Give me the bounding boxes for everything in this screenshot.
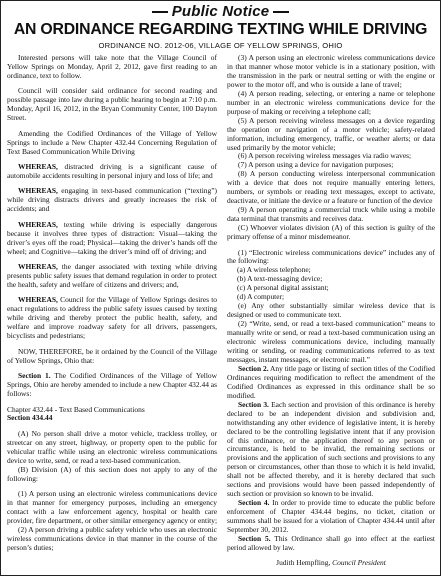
whereas-keyword: WHEREAS,: [18, 262, 58, 272]
division-b: (B) Division (A) of this section does not apply to any of the following:: [7, 464, 217, 483]
whereas-1: [7, 163, 217, 181]
whereas-keyword: WHEREAS,: [18, 162, 58, 172]
division-b-5: (5) A person receiving wireless messages on a device regarding the operation or navigation of a motor vehicle; safety-related information, including emergency, traffic, or weather alerts; or data used primarily by the motor vehicle;: [227, 115, 435, 152]
definition-1c: (c) A personal digital assistant;: [237, 283, 329, 293]
whereas-2: [7, 187, 217, 214]
whereas-text: distracted driving is a significant cause of automobile accidents resulting in personal injury and loss of life; and: [7, 162, 217, 180]
section-text: Any title page or listing of section titles of the Codified Ordinances requiring modification to reflect the amendment of the Codified Ordinances as expressed in this ordinance shall be so modified.: [227, 363, 435, 400]
division-a: (A) No person shall drive a motor vehicle, trackless trolley, or streetcar on any street, highway, or property open to the public for vehicular traffic while using an electronic wireless communications device to write, send, or read a text-based communication.: [7, 428, 217, 465]
section-text: The Codified Ordinances of the Village of Yellow Springs, Ohio are hereby amended to include a new Chapter 432.44 as follows:: [7, 371, 217, 399]
division-b-1: (1) A person using an electronic wireless communications device in that manner for emergency purposes, including an emergency contact with a law enforcement agency, hospital or health care provider, fire department, or other similar emergency agency or entity;: [7, 489, 218, 525]
division-b-8: (8) A person conducting wireless interpersonal communication with a device that does not require manually entering letters, numbers, or symbols or reading text messages, except to activate, deactivate, or initiate the device or a feature or function of the device: [227, 169, 435, 206]
whereas-text: texting while driving is especially dangerous because it involves three types of distraction: Visual—taking the driver’s eyes off the road; Physical—taking the driver’s hands off the wheel; and Cognitive—taking the driver’s mind off of driving; and: [7, 219, 217, 256]
division-c: (C) Whoever violates division (A) of this section is guilty of the primary offense of a minor misdemeanor.: [227, 223, 435, 242]
whereas-3: [7, 221, 217, 257]
section-text: Each section and provision of this ordinance is hereby declared to be an independent division and subdivision and, notwithstanding any other evidence of legislative intent, it is hereby declared to be the controlling legislative intent that if any provision of this ordinance, or the application thereof to any person or circumstance, is held to be invalid, the remaining sections or provisions and the application of such sections and provisions to any person or circumstances, other than those to which it is held invalid, shall not be affected thereby, and it is hereby declared that such sections and provisions would have been passed independently of such section or provision so known to be invalid.: [227, 399, 435, 499]
division-b-3: (3) A person using an electronic wireless communications device in that manner whose motor vehicle is in a stationary position, with the transmission in the park or neutral setting or with the engine or power to the motor off, and who is outside a lane of travel;: [227, 53, 435, 89]
definition-1: (1) “Electronic wireless communications device” includes any of the following:: [227, 247, 435, 266]
dash-left: [152, 11, 168, 13]
chapter-heading: Chapter 432.44 - Text Based Communications: [7, 404, 145, 414]
division-b-9: (9) A person operating a commercial truck while using a mobile data terminal that transmits and receives data.: [227, 205, 435, 224]
banner-text: Public Notice: [171, 3, 270, 20]
section-2: [227, 365, 435, 401]
whereas-keyword: WHEREAS,: [18, 186, 58, 196]
amending-paragraph: Amending the Codified Ordinances of the Village of Yellow Springs to include a New Chapter 432.44 Concerning Regulation of Text Based Communication While Driving: [7, 128, 217, 156]
division-b-6: (6) A person receiving wireless messages via radio waves;: [238, 151, 412, 161]
section-label: Section 5.: [238, 534, 271, 544]
whereas-4: [7, 263, 217, 290]
ordinance-title: AN ORDINANCE REGARDING TEXTING WHILE DRIVING: [13, 21, 428, 38]
right-column: [227, 54, 435, 575]
section-label: Section 4.: [238, 498, 270, 508]
section-heading: Section 434.44: [7, 413, 53, 423]
whereas-keyword: WHEREAS,: [18, 219, 58, 229]
ordaining-clause: NOW, THEREFORE, be it ordained by the Council of the Village of Yellow Springs, Ohio that:: [7, 346, 217, 365]
dash-right: [273, 11, 289, 13]
whereas-text: the danger associated with texting while driving presents public safety issues that demand regulation in order to protect the health, safety and welfare of citizens and drivers; and,: [7, 262, 217, 290]
whereas-text: engaging in text-based communication (“texting”) while driving distracts drivers and greatly increases the risk of accidents; and: [7, 186, 217, 214]
section-label: Section 2.: [238, 363, 269, 373]
section-text: This Ordinance shall go into effect at the earliest period allowed by law.: [227, 534, 435, 552]
division-b-7: (7) A person using a device for navigation purposes;: [238, 160, 394, 170]
signature-line: [227, 559, 435, 568]
definition-1d: (d) A computer;: [237, 292, 285, 302]
definition-1b: (b) A text-messaging device;: [237, 274, 323, 284]
definition-1a: (a) A wireless telephone;: [237, 265, 311, 275]
section-text: In order to provide time to educate the public before enforcement of Chapter 434.44 begins, no ticket, citation or summons shall be issued for a violation of Chapter 434.44 until after September 30, 2012.: [227, 498, 435, 535]
intro-paragraph: Interested persons will take note that the Village Council of Yellow Springs on Monday, April 2, 2012, gave first reading to an ordinance, text to follow.: [7, 53, 217, 80]
notice-header: [1, 3, 440, 50]
whereas-5: [7, 296, 217, 341]
section-3: [227, 401, 435, 499]
signer-title: Council President: [332, 558, 386, 568]
section-label: Section 3.: [238, 399, 269, 409]
whereas-keyword: WHEREAS,: [18, 295, 58, 305]
section-5: [227, 535, 435, 553]
division-b-4: (4) A person reading, selecting, or entering a name or telephone number in an electronic wireless communications device for the purpose of making or receiving a telephone call;: [227, 88, 435, 116]
division-b-2: (2) A person driving a public safety vehicle who uses an electronic wireless communications device in that manner in the course of the person’s duties;: [7, 524, 217, 552]
definition-2: (2) “Write, send, or read a text-based communication” means to manually write or send, or read a text-based communication using an electronic wireless communications device, including manually writing or sending, or reading communications referred to as text messages, instant messages, or electronic mail.”: [227, 319, 435, 364]
left-column: [7, 54, 217, 553]
definition-1e: (e) Any other substantially similar wireless device that is designed or used to communicate text.: [227, 301, 435, 320]
signer-name: Judith Hempfling,: [276, 558, 331, 568]
whereas-text: Council for the Village of Yellow Springs desires to enact regulations to address the public safety issues caused by texting while driving and thereby protect the public health, safety, and welfare and improve roadway safety for all drivers, passengers, bicyclists and pedestrians;: [7, 295, 217, 341]
hearing-paragraph: Council will consider said ordinance for second reading and possible passage into law during a public hearing to begin at 7:10 p.m. Monday, April 16, 2012, in the Bryan Community Center, 100 Dayton Street.: [7, 86, 217, 123]
ordinance-number: ORDINANCE NO. 2012-06, VILLAGE OF YELLOW SPRINGS, OHIO: [98, 41, 343, 50]
banner: [1, 3, 440, 20]
section-1: [7, 372, 217, 399]
section-4: [227, 499, 435, 535]
section-label: Section 1.: [18, 371, 51, 381]
